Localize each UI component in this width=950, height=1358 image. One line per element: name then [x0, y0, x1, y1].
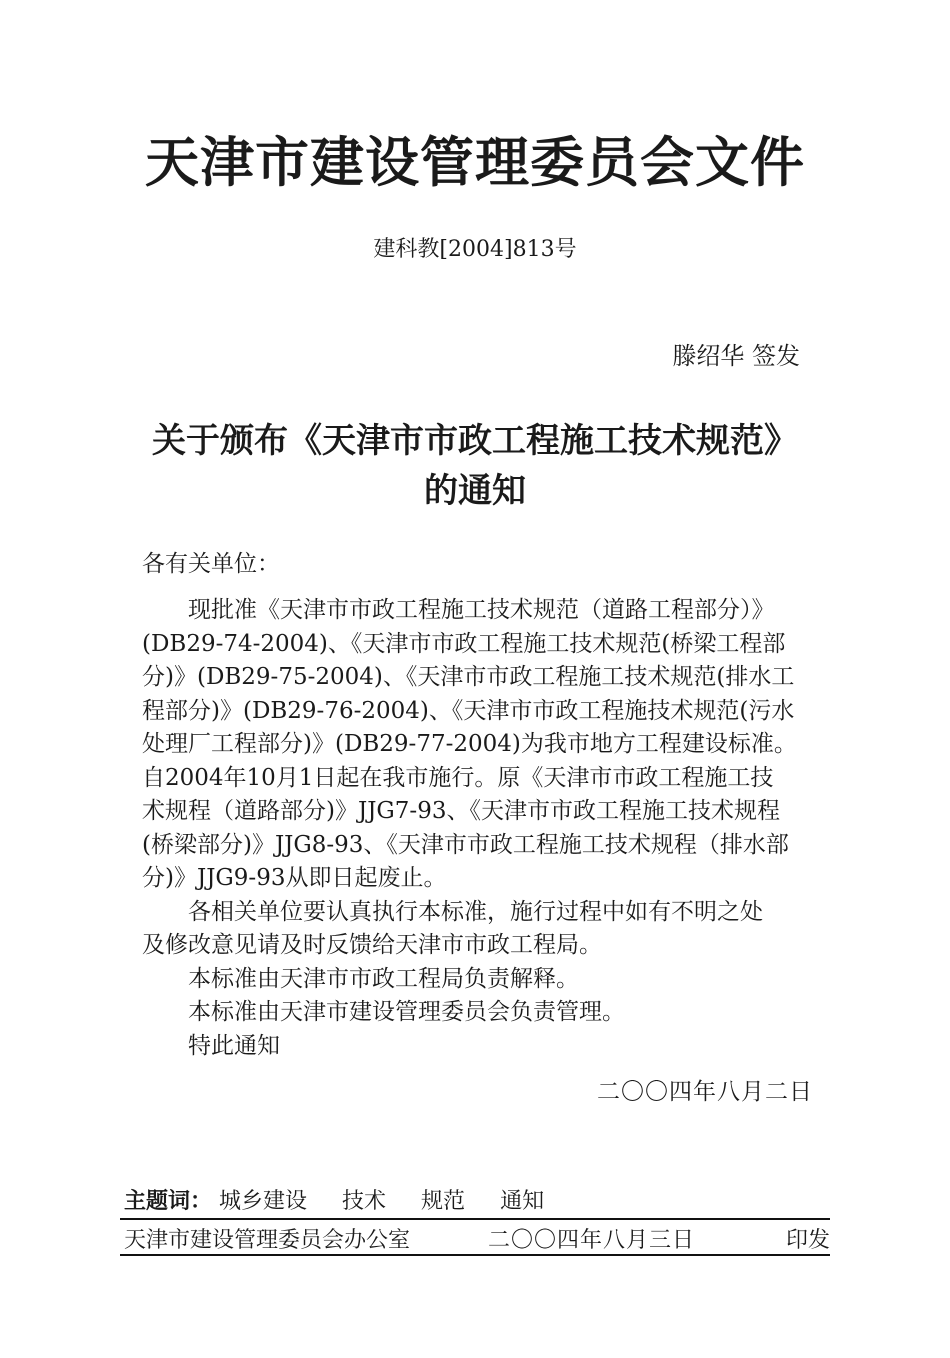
keywords-row — [124, 1184, 544, 1215]
body-line: 各相关单位要认真执行本标准，施行过程中如有不明之处 — [142, 898, 763, 925]
closing: 特此通知 — [142, 1032, 280, 1059]
body-line: 分)》(DB29-75-2004)、《天津市市政工程施工技术规范(排水工 — [142, 664, 795, 690]
issue-date: 二〇〇四年八月三日 — [488, 1228, 696, 1253]
keyword: 城乡建设 — [219, 1189, 308, 1214]
body-line: 及修改意见请及时反馈给天津市市政工程局。 — [142, 932, 602, 958]
body-line: 分)》JJG9-93从即日起废止。 — [142, 865, 447, 891]
body-line: 处理厂工程部分)》(DB29-77-2004)为我市地方工程建设标准。 — [142, 731, 797, 757]
document-title: 天津市建设管理委员会文件 — [145, 130, 805, 194]
body-line: (桥梁部分)》JJG8-93、《天津市市政工程施工技术规程（排水部 — [142, 831, 789, 858]
divider-top — [120, 1218, 830, 1220]
issuer: 天津市建设管理委员会办公室 — [124, 1228, 411, 1253]
body-line: 现批准《天津市市政工程施工技术规范（道路工程部分）》 — [142, 597, 775, 623]
keyword: 通知 — [500, 1189, 545, 1214]
issuance-row — [124, 1223, 830, 1254]
body-text — [142, 594, 822, 1063]
body-line: 自2004年10月1日起在我市施行。原《天津市市政工程施工技 — [142, 764, 774, 791]
signer: 滕绍华 签发 — [672, 342, 800, 370]
body-line: 本标准由天津市市政工程局负责解释。 — [142, 965, 579, 992]
keywords-label: 主题词： — [124, 1189, 213, 1214]
signing-date: 二〇〇四年八月二日 — [597, 1079, 813, 1105]
subject-line-2: 的通知 — [424, 471, 526, 511]
body-line: 术规程（道路部分)》JJG7-93、《天津市市政工程施工技术规程 — [142, 798, 780, 824]
subject-line-1: 关于颁布《天津市市政工程施工技术规范》 — [152, 421, 798, 461]
keyword: 规范 — [421, 1189, 466, 1214]
keyword: 技术 — [342, 1189, 387, 1214]
body-line: 本标准由天津市建设管理委员会负责管理。 — [142, 999, 625, 1025]
divider-bottom — [120, 1254, 830, 1256]
body-line: (DB29-74-2004)、《天津市市政工程施工技术规范(桥梁工程部 — [142, 630, 786, 657]
issued-label: 印发 — [785, 1228, 830, 1253]
body-line: 程部分)》(DB29-76-2004)、《天津市市政工程施技术规范(污水 — [142, 697, 795, 724]
salutation: 各有关单位： — [142, 551, 280, 577]
document-number: 建科教[2004]813号 — [373, 237, 577, 262]
